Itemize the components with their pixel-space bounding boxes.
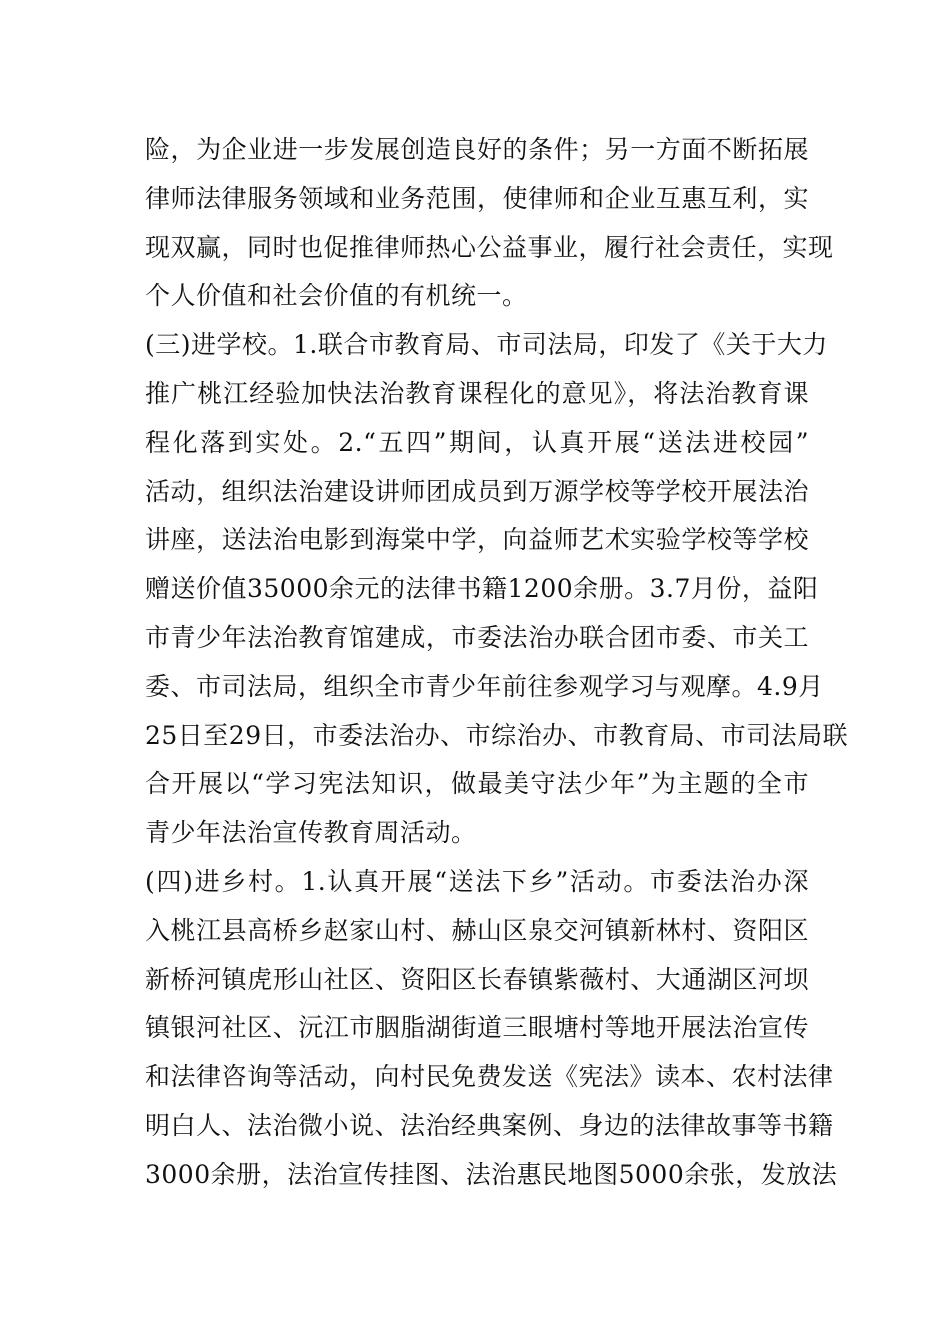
text-line: 现双赢，同时也促推律师热心公益事业，履行社会责任，实现 bbox=[145, 232, 834, 262]
text-line: 25日至29日，市委法治办、市综治办、市教育局、市司法局联 bbox=[145, 720, 849, 750]
text-line: 讲座，送法治电影到海棠中学，向益师艺术实验学校等学校 bbox=[145, 525, 809, 555]
text-line: 明白人、法治微小说、法治经典案例、身边的法律故事等书籍 bbox=[145, 1110, 834, 1140]
text-line: 和法律咨询等活动，向村民免费发送《宪法》读本、农村法律 bbox=[145, 1062, 834, 1092]
text-line: 推广桃江经验加快法治教育课程化的意见》，将法治教育课 bbox=[145, 378, 809, 408]
text-line: 青少年法治宣传教育周活动。 bbox=[145, 818, 477, 848]
text-line: 3000余册，法治宣传挂图、法治惠民地图5000余张，发放法 bbox=[145, 1159, 838, 1189]
text-line: (三)进学校。1.联合市教育局、市司法局，印发了《关于大力 bbox=[145, 330, 828, 360]
text-line: 市青少年法治教育馆建成，市委法治办联合团市委、市关工 bbox=[145, 622, 809, 652]
text-line: 委、市司法局，组织全市青少年前往参观学习与观摩。4.9月 bbox=[145, 671, 824, 701]
text-line: 个人价值和社会价值的有机统一。 bbox=[145, 281, 528, 311]
text-line: 程化落到实处。2.“五四”期间，认真开展“送法进校园” bbox=[145, 427, 809, 457]
text-line: 合开展以“学习宪法知识，做最美守法少年”为主题的全市 bbox=[145, 769, 809, 799]
text-line: 赠送价值35000余元的法律书籍1200余册。3.7月份，益阳 bbox=[145, 574, 819, 604]
text-line: 入桃江县高桥乡赵家山村、赫山区泉交河镇新林村、资阳区 bbox=[145, 915, 809, 945]
text-line: 新桥河镇虎形山社区、资阳区长春镇紫薇村、大通湖区河坝 bbox=[145, 964, 809, 994]
text-line: 险，为企业进一步发展创造良好的条件；另一方面不断拓展 bbox=[145, 135, 809, 164]
text-line: 活动，组织法治建设讲师团成员到万源学校等学校开展法治 bbox=[145, 476, 809, 506]
body-text bbox=[145, 126, 849, 1200]
text-line: (四)进乡村。1.认真开展“送法下乡”活动。市委法治办深 bbox=[145, 866, 809, 896]
text-line: 镇银河社区、沅江市胭脂湖街道三眼塘村等地开展法治宣传 bbox=[145, 1013, 809, 1043]
text-line: 律师法律服务领域和业务范围，使律师和企业互惠互利，实 bbox=[145, 183, 809, 213]
